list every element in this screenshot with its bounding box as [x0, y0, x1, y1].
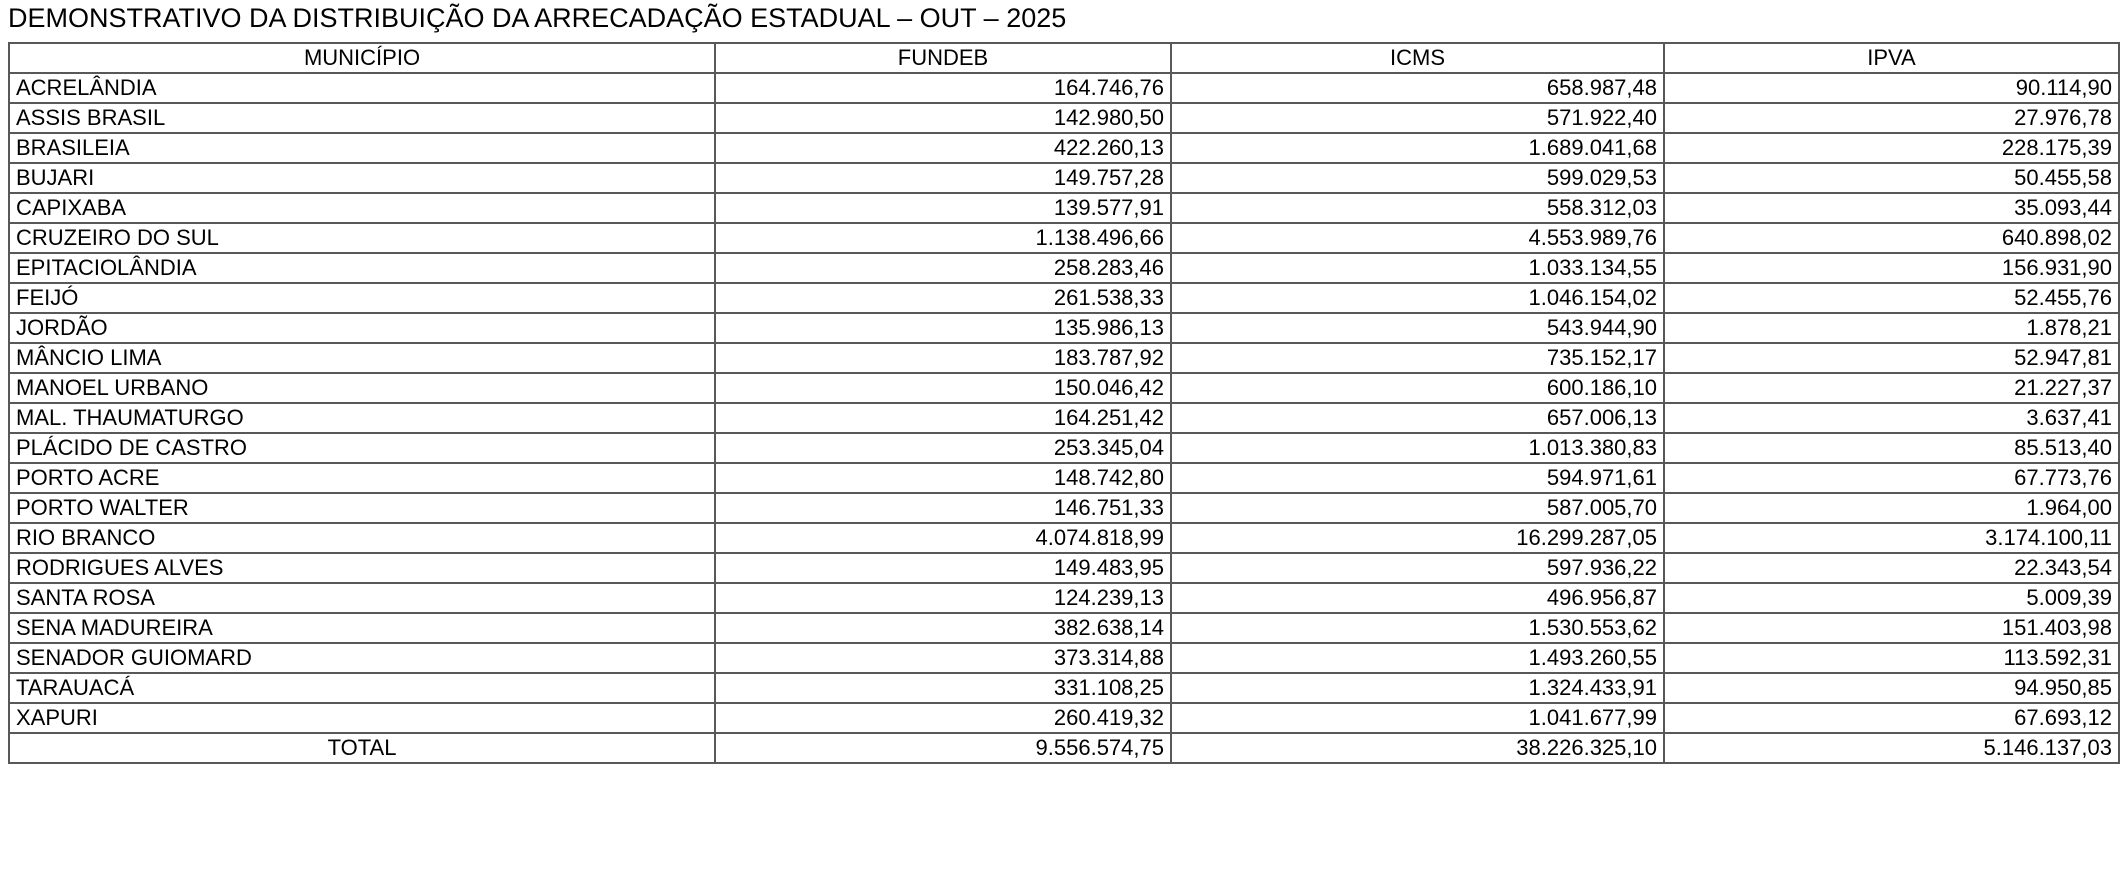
total-ipva-cell: 5.146.137,03	[1664, 733, 2119, 763]
icms-cell: 1.013.380,83	[1171, 433, 1664, 463]
table-row	[9, 313, 2119, 343]
municipio-cell: EPITACIOLÂNDIA	[9, 253, 715, 283]
ipva-cell: 21.227,37	[1664, 373, 2119, 403]
header-row	[9, 43, 2119, 73]
table-row	[9, 553, 2119, 583]
ipva-cell: 22.343,54	[1664, 553, 2119, 583]
column-header-municipio: MUNICÍPIO	[9, 43, 715, 73]
icms-cell: 1.041.677,99	[1171, 703, 1664, 733]
icms-cell: 1.689.041,68	[1171, 133, 1664, 163]
total-icms-cell: 38.226.325,10	[1171, 733, 1664, 763]
ipva-cell: 151.403,98	[1664, 613, 2119, 643]
ipva-cell: 156.931,90	[1664, 253, 2119, 283]
total-fundeb-cell: 9.556.574,75	[715, 733, 1171, 763]
table-row	[9, 463, 2119, 493]
fundeb-cell: 146.751,33	[715, 493, 1171, 523]
municipio-cell: PLÁCIDO DE CASTRO	[9, 433, 715, 463]
ipva-cell: 228.175,39	[1664, 133, 2119, 163]
icms-cell: 496.956,87	[1171, 583, 1664, 613]
table-row	[9, 193, 2119, 223]
ipva-cell: 1.964,00	[1664, 493, 2119, 523]
ipva-cell: 3.637,41	[1664, 403, 2119, 433]
table-row	[9, 493, 2119, 523]
ipva-cell: 35.093,44	[1664, 193, 2119, 223]
ipva-cell: 640.898,02	[1664, 223, 2119, 253]
column-header-fundeb: FUNDEB	[715, 43, 1171, 73]
fundeb-cell: 149.483,95	[715, 553, 1171, 583]
municipio-cell: JORDÃO	[9, 313, 715, 343]
municipio-cell: SENA MADUREIRA	[9, 613, 715, 643]
municipio-cell: TARAUACÁ	[9, 673, 715, 703]
icms-cell: 1.493.260,55	[1171, 643, 1664, 673]
table-row	[9, 583, 2119, 613]
ipva-cell: 94.950,85	[1664, 673, 2119, 703]
fundeb-cell: 150.046,42	[715, 373, 1171, 403]
fundeb-cell: 258.283,46	[715, 253, 1171, 283]
fundeb-cell: 4.074.818,99	[715, 523, 1171, 553]
municipio-cell: ASSIS BRASIL	[9, 103, 715, 133]
table-row	[9, 643, 2119, 673]
icms-cell: 600.186,10	[1171, 373, 1664, 403]
table-row	[9, 673, 2119, 703]
ipva-cell: 50.455,58	[1664, 163, 2119, 193]
fundeb-cell: 124.239,13	[715, 583, 1171, 613]
fundeb-cell: 422.260,13	[715, 133, 1171, 163]
fundeb-cell: 139.577,91	[715, 193, 1171, 223]
ipva-cell: 27.976,78	[1664, 103, 2119, 133]
ipva-cell: 5.009,39	[1664, 583, 2119, 613]
municipio-cell: BUJARI	[9, 163, 715, 193]
municipio-cell: PORTO WALTER	[9, 493, 715, 523]
fundeb-cell: 253.345,04	[715, 433, 1171, 463]
icms-cell: 599.029,53	[1171, 163, 1664, 193]
table-row	[9, 163, 2119, 193]
table-row	[9, 283, 2119, 313]
municipio-cell: CRUZEIRO DO SUL	[9, 223, 715, 253]
table-row	[9, 133, 2119, 163]
table-body	[9, 73, 2119, 763]
municipio-cell: MANOEL URBANO	[9, 373, 715, 403]
fundeb-cell: 1.138.496,66	[715, 223, 1171, 253]
fundeb-cell: 149.757,28	[715, 163, 1171, 193]
ipva-cell: 67.693,12	[1664, 703, 2119, 733]
table-row	[9, 103, 2119, 133]
icms-cell: 597.936,22	[1171, 553, 1664, 583]
ipva-cell: 52.947,81	[1664, 343, 2119, 373]
ipva-cell: 113.592,31	[1664, 643, 2119, 673]
ipva-cell: 3.174.100,11	[1664, 523, 2119, 553]
fundeb-cell: 135.986,13	[715, 313, 1171, 343]
icms-cell: 735.152,17	[1171, 343, 1664, 373]
table-row	[9, 373, 2119, 403]
fundeb-cell: 261.538,33	[715, 283, 1171, 313]
icms-cell: 1.530.553,62	[1171, 613, 1664, 643]
fundeb-cell: 183.787,92	[715, 343, 1171, 373]
ipva-cell: 67.773,76	[1664, 463, 2119, 493]
page-title: DEMONSTRATIVO DA DISTRIBUIÇÃO DA ARRECADAÇÃO ESTADUAL – OUT – 2025	[8, 3, 1067, 33]
ipva-cell: 90.114,90	[1664, 73, 2119, 103]
municipio-cell: PORTO ACRE	[9, 463, 715, 493]
table-row	[9, 73, 2119, 103]
fundeb-cell: 260.419,32	[715, 703, 1171, 733]
municipio-cell: SANTA ROSA	[9, 583, 715, 613]
column-header-ipva: IPVA	[1664, 43, 2119, 73]
municipio-cell: MÂNCIO LIMA	[9, 343, 715, 373]
municipio-cell: RODRIGUES ALVES	[9, 553, 715, 583]
icms-cell: 1.324.433,91	[1171, 673, 1664, 703]
icms-cell: 16.299.287,05	[1171, 523, 1664, 553]
table-row	[9, 343, 2119, 373]
icms-cell: 587.005,70	[1171, 493, 1664, 523]
table-row	[9, 613, 2119, 643]
icms-cell: 543.944,90	[1171, 313, 1664, 343]
ipva-cell: 1.878,21	[1664, 313, 2119, 343]
icms-cell: 1.046.154,02	[1171, 283, 1664, 313]
municipio-cell: BRASILEIA	[9, 133, 715, 163]
icms-cell: 558.312,03	[1171, 193, 1664, 223]
fundeb-cell: 164.251,42	[715, 403, 1171, 433]
table-row	[9, 703, 2119, 733]
fundeb-cell: 373.314,88	[715, 643, 1171, 673]
fundeb-cell: 148.742,80	[715, 463, 1171, 493]
municipio-cell: XAPURI	[9, 703, 715, 733]
municipio-cell: RIO BRANCO	[9, 523, 715, 553]
icms-cell: 594.971,61	[1171, 463, 1664, 493]
fundeb-cell: 331.108,25	[715, 673, 1171, 703]
table-row	[9, 223, 2119, 253]
icms-cell: 571.922,40	[1171, 103, 1664, 133]
municipio-cell: ACRELÂNDIA	[9, 73, 715, 103]
municipio-cell: SENADOR GUIOMARD	[9, 643, 715, 673]
fundeb-cell: 164.746,76	[715, 73, 1171, 103]
ipva-cell: 52.455,76	[1664, 283, 2119, 313]
ipva-cell: 85.513,40	[1664, 433, 2119, 463]
icms-cell: 1.033.134,55	[1171, 253, 1664, 283]
table-row	[9, 403, 2119, 433]
icms-cell: 4.553.989,76	[1171, 223, 1664, 253]
municipio-cell: CAPIXABA	[9, 193, 715, 223]
fundeb-cell: 382.638,14	[715, 613, 1171, 643]
total-label-cell: TOTAL	[9, 733, 715, 763]
column-header-icms: ICMS	[1171, 43, 1664, 73]
icms-cell: 658.987,48	[1171, 73, 1664, 103]
municipio-cell: FEIJÓ	[9, 283, 715, 313]
table-row	[9, 253, 2119, 283]
fundeb-cell: 142.980,50	[715, 103, 1171, 133]
table-row	[9, 433, 2119, 463]
total-row	[9, 733, 2119, 763]
distribution-table	[8, 42, 2120, 764]
table-row	[9, 523, 2119, 553]
icms-cell: 657.006,13	[1171, 403, 1664, 433]
municipio-cell: MAL. THAUMATURGO	[9, 403, 715, 433]
